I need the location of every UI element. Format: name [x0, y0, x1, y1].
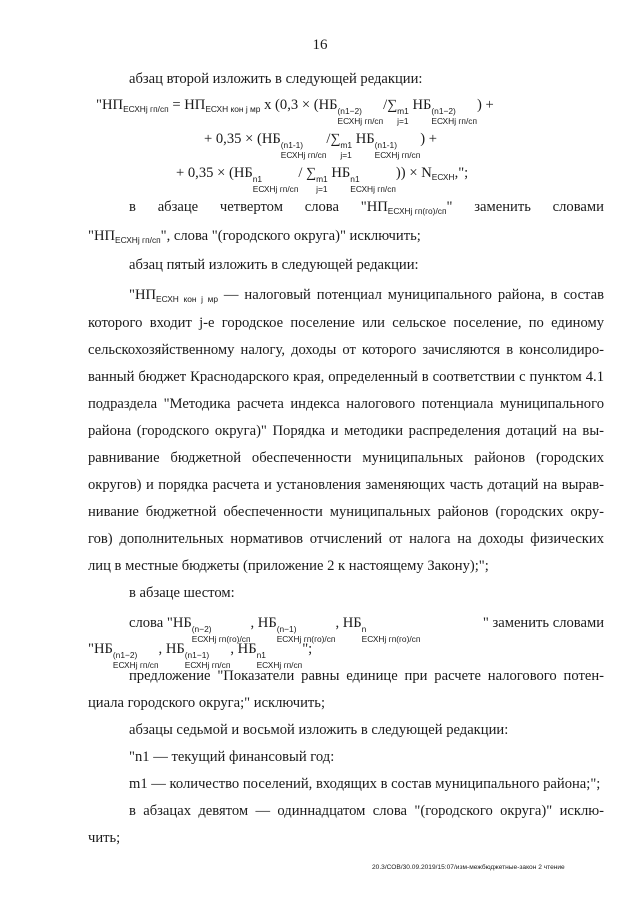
formula-text: (НБ	[256, 131, 281, 147]
document-footer: 20.3/СОВ/30.09.2019/15:07/изм-межбюджетные-закон 2 чтение	[372, 864, 565, 871]
line-text: " заменить словами	[482, 615, 604, 631]
formula-text: "НП	[88, 228, 116, 244]
formula-text: (	[313, 97, 319, 113]
formula-text: "НБ	[88, 641, 113, 657]
text-line: подраздела "Методика расчета индекса налогового потенциала муниципального	[88, 396, 604, 412]
subscript: ЕСХН кон j мр	[156, 294, 218, 304]
superscript: (n1−2)	[112, 650, 138, 660]
text-line: в абзацах девятом — одиннадцатом слова "(городского округа)" исклю-	[129, 803, 604, 819]
text-line: гов) дополнительных нормативов отчислений от налога на доходы физических	[88, 531, 604, 547]
word: абзаце	[157, 199, 199, 215]
formula-text: ))	[395, 165, 406, 181]
formula-text: ×	[245, 131, 254, 147]
subscript: ЕСХНj гп/сп	[256, 660, 303, 670]
subscript: ЕСХНj гп/сп	[337, 116, 384, 126]
formula-text: ) +	[477, 97, 494, 113]
superscript: (n−2)	[191, 624, 212, 634]
text-line: которого входит j-е городское поселение или сельское поселение, по единому	[88, 315, 604, 331]
superscript: n1	[252, 174, 263, 184]
text-line: лиц в местные бюджеты (приложение 2 к настоящему Закону);";	[88, 558, 489, 574]
sup-sub-pair	[375, 140, 421, 160]
text-line: "n1 — текущий финансовый год:	[129, 749, 335, 765]
subscript: j=1	[340, 150, 352, 160]
text-line: абзац пятый изложить в следующей редакции:	[129, 257, 419, 273]
formula-text: ,";	[454, 165, 469, 181]
subscript: ЕСХН	[431, 172, 455, 182]
subscript: ЕСХНj гп/сп	[280, 150, 327, 160]
formula-text: , НБ	[230, 641, 257, 657]
formula-text: НБ	[412, 97, 432, 113]
formula-line	[204, 130, 437, 160]
formula-text: + 0,35	[204, 131, 242, 147]
formula-text: слова "НБ	[129, 615, 192, 631]
formula-line	[176, 164, 468, 194]
subscript: j=1	[316, 184, 328, 194]
formula-text: , НБ	[158, 641, 185, 657]
text-line: в абзаце шестом:	[129, 585, 235, 601]
text-line: округов) и порядка расчета и установления заменяющих часть дотаций на вырав-	[88, 477, 604, 493]
text-line: m1 — количество поселений, входящих в состав муниципального района;";	[129, 776, 601, 792]
subscript: ЕСХНj гп/сп	[350, 184, 396, 194]
sigma-symbol: ∑	[330, 132, 341, 147]
text-line	[129, 198, 604, 220]
formula-text: ) +	[420, 131, 438, 147]
subscript: ЕСХНj гп/сп	[374, 150, 421, 160]
superscript: n1	[256, 650, 266, 660]
text-line: района (городского округа)" Порядка и методики распределения дотаций на вы-	[88, 423, 604, 439]
formula-text: "НП	[360, 199, 388, 215]
formula-token	[361, 198, 453, 220]
line-text: — налоговый потенциал муниципального района, в состав	[217, 287, 604, 303]
subscript: ЕСХНj гп(го)/сп	[191, 634, 251, 644]
formula-line	[88, 640, 312, 670]
formula-line	[96, 96, 494, 126]
sup-sub-pair	[338, 106, 384, 126]
word: слова	[304, 199, 339, 215]
subscript: ЕСХНj гп/сп	[115, 235, 161, 245]
formula-text: "НП	[129, 287, 157, 303]
superscript: m1	[316, 174, 328, 184]
sup-sub-pair	[253, 174, 299, 194]
text-line	[88, 227, 421, 249]
formula-text: ×	[301, 97, 311, 113]
text-line: абзац второй изложить в следующей редакции:	[129, 71, 423, 87]
superscript: n1	[350, 174, 360, 184]
superscript: (n1−1)	[184, 650, 210, 660]
formula-text: НБ	[331, 165, 351, 181]
formula-text: НП	[184, 97, 206, 113]
subscript: ЕСХНj гп/сп	[184, 660, 231, 670]
superscript: m1	[340, 140, 353, 150]
formula-text: "	[446, 199, 453, 215]
formula-text: , НБ	[250, 615, 277, 631]
sum-limits	[316, 174, 328, 194]
text-line: абзацы седьмой и восьмой изложить в следующей редакции:	[129, 722, 509, 738]
formula-text: /	[326, 131, 331, 147]
sup-sub-pair	[350, 174, 396, 194]
formula-text: (НБ	[228, 165, 253, 181]
formula-text: НП	[101, 97, 124, 113]
text-line: циала городского округа;" исключить;	[88, 695, 325, 711]
superscript: (n1−2)	[431, 106, 456, 116]
superscript: (n−1)	[276, 624, 297, 634]
subscript: ЕСХН кон j мр	[205, 104, 261, 114]
text-line: равнивание бюджетной обеспеченности муниципальных районов (городских	[88, 450, 604, 466]
formula-text: /	[298, 165, 303, 181]
formula-text: + 0,35	[176, 165, 214, 181]
subscript: j=1	[397, 116, 409, 126]
word: четвертом	[219, 199, 283, 215]
superscript: (n1-1)	[280, 140, 304, 150]
formula-text: =	[172, 97, 181, 113]
sup-sub-pair	[431, 106, 477, 126]
formula-text: N	[421, 165, 432, 181]
sup-sub-pair	[281, 140, 327, 160]
superscript: (n1−2)	[337, 106, 362, 116]
subscript: ЕСХНj гп/сп	[123, 104, 169, 114]
page-number: 16	[312, 37, 328, 53]
superscript: (n1-1)	[374, 140, 397, 150]
superscript: n	[361, 624, 367, 634]
subscript: ЕСХНj гп(го)/сп	[276, 634, 336, 644]
formula-text: х (0,3	[264, 97, 299, 113]
text-line: чить;	[88, 830, 121, 846]
text-line	[129, 286, 604, 308]
sup-sub-pair	[362, 624, 421, 644]
sigma-symbol: ∑	[306, 166, 317, 181]
text-line: сельскохозяйственному налогу, доходы от которого зачисляются в консолидиро-	[88, 342, 604, 358]
text-line: ванный бюджет Краснодарского края, определенный в соответствии с пунктом 4.1	[88, 369, 604, 385]
formula-text: ";	[302, 641, 313, 657]
text-line: нивание бюджетной обеспеченности муниципальных районов (городских окру-	[88, 504, 604, 520]
sum-limits	[397, 106, 409, 126]
subscript: ЕСХНj гп/сп	[112, 660, 159, 670]
formula-text: ×	[217, 165, 226, 181]
formula-text: НБ	[355, 131, 375, 147]
word: заменить	[474, 199, 531, 215]
formula-text: НБ	[318, 97, 338, 113]
word: словами	[552, 199, 604, 215]
formula-text: , НБ	[335, 615, 362, 631]
subscript: ЕСХНj гп/сп	[431, 116, 478, 126]
superscript: m1	[397, 106, 409, 116]
word: в	[129, 199, 136, 215]
formula-text: ×	[409, 165, 418, 181]
formula-text: /	[383, 97, 388, 113]
sigma-symbol: ∑	[387, 98, 398, 113]
formula-text: "	[96, 97, 102, 113]
subscript: ЕСХНj гп(го)/сп	[387, 206, 447, 216]
subscript: ЕСХНj гп/сп	[252, 184, 299, 194]
subscript: ЕСХНj гп(го)/сп	[361, 634, 421, 644]
text-line: предложение "Показатели равны единице при расчете налогового потен-	[129, 668, 604, 684]
line-text: ", слова "(городского округа)" исключить;	[160, 228, 421, 244]
sum-limits	[340, 140, 352, 160]
